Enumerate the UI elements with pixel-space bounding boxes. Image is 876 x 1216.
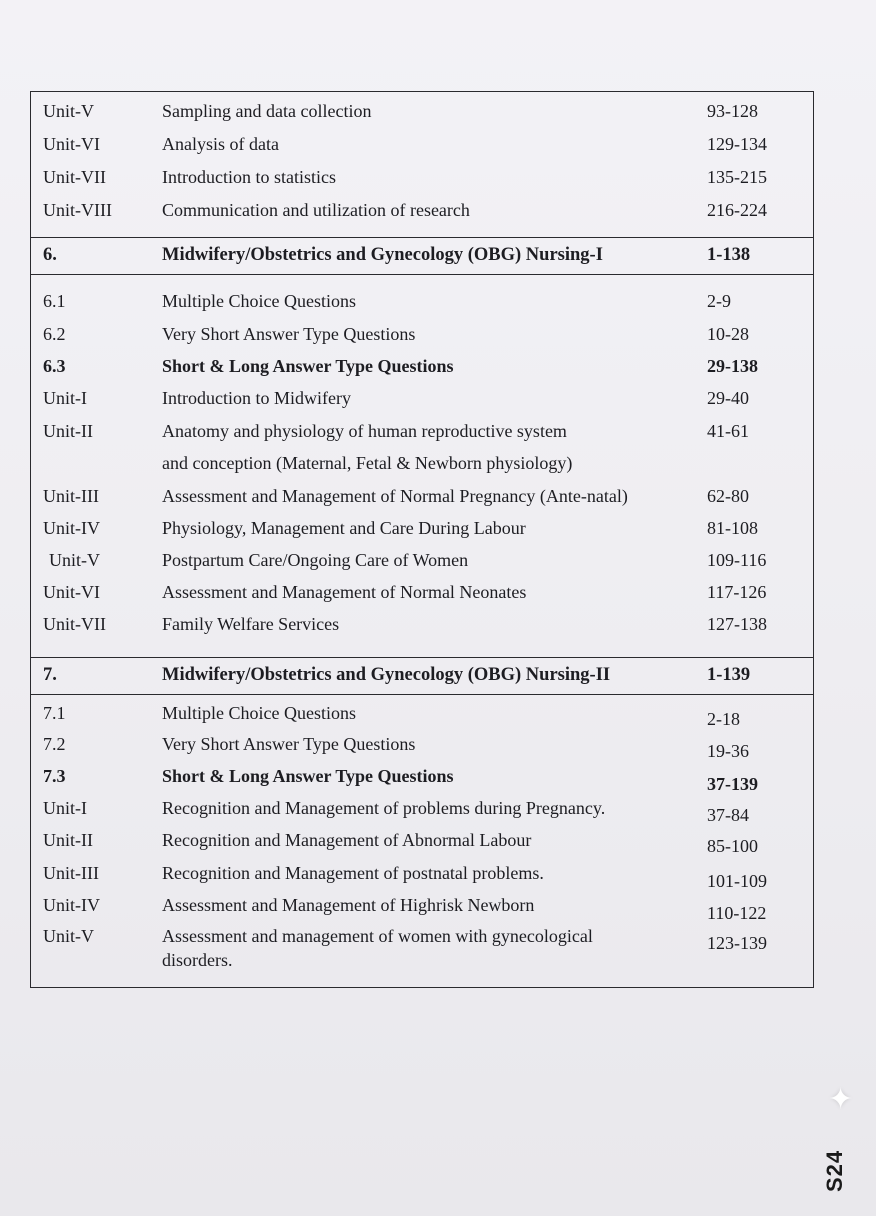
block-research <box>31 92 813 237</box>
toc-unit: Unit-IV <box>43 518 100 538</box>
toc-title: Physiology, Management and Care During Labour <box>162 518 526 538</box>
toc-unit: 6.3 <box>43 356 66 376</box>
toc-unit: Unit-III <box>43 863 99 883</box>
toc-pages: 62-80 <box>707 486 749 506</box>
toc-title: Sampling and data collection <box>162 101 372 121</box>
section-pages: 1-139 <box>707 665 751 685</box>
toc-pages: 110-122 <box>707 903 767 923</box>
toc-title: Short & Long Answer Type Questions <box>162 356 454 376</box>
toc-pages: 127-138 <box>707 614 767 634</box>
toc-title: Introduction to statistics <box>162 167 336 187</box>
toc-unit: Unit-I <box>43 388 87 408</box>
toc-title: Short & Long Answer Type Questions <box>162 766 454 786</box>
toc-unit: Unit-V <box>43 926 94 946</box>
toc-unit: Unit-VIII <box>43 200 112 220</box>
toc-unit: Unit-VII <box>43 614 106 634</box>
toc-pages: 10-28 <box>707 324 749 344</box>
toc-pages: 135-215 <box>707 167 767 187</box>
toc-title: Assessment and management of women with gynecological <box>162 926 593 946</box>
toc-title: Multiple Choice Questions <box>162 291 356 311</box>
section-number: 7. <box>43 665 57 685</box>
toc-title: Very Short Answer Type Questions <box>162 734 416 754</box>
section-header-7 <box>31 657 813 695</box>
toc-unit: Unit-V <box>49 550 100 570</box>
toc-unit: Unit-II <box>43 830 93 850</box>
section-number: 6. <box>43 245 57 265</box>
toc-pages: 29-138 <box>707 356 758 376</box>
toc-title: Anatomy and physiology of human reproductive system <box>162 421 567 441</box>
toc-pages: 2-9 <box>707 291 731 311</box>
toc-pages: 85-100 <box>707 836 758 856</box>
toc-unit: 7.2 <box>43 734 66 754</box>
toc-title: Assessment and Management of Highrisk Newborn <box>162 895 535 915</box>
toc-unit: Unit-VII <box>43 167 106 187</box>
toc-pages: 216-224 <box>707 200 767 220</box>
toc-unit: 6.1 <box>43 291 66 311</box>
toc-pages: 129-134 <box>707 134 767 154</box>
watermark-text: S24 <box>822 1149 847 1192</box>
toc-unit: Unit-V <box>43 101 94 121</box>
toc-title: Family Welfare Services <box>162 614 340 634</box>
toc-title-continuation: disorders. <box>162 950 233 970</box>
toc-pages: 93-128 <box>707 101 758 121</box>
toc-unit: Unit-III <box>43 486 99 506</box>
toc-title: Assessment and Management of Normal Pregnancy (Ante-natal) <box>162 486 628 506</box>
toc-pages: 109-116 <box>707 550 767 570</box>
block-section-6 <box>31 275 813 657</box>
toc-title: Postpartum Care/Ongoing Care of Women <box>162 550 469 570</box>
toc-title: Recognition and Management of Abnormal Labour <box>162 830 532 850</box>
toc-unit: Unit-IV <box>43 895 100 915</box>
toc-pages: 117-126 <box>707 582 767 602</box>
camera-watermark <box>820 1082 866 1202</box>
toc-pages: 81-108 <box>707 518 758 538</box>
section-title: Midwifery/Obstetrics and Gynecology (OBG) Nursing-I <box>162 245 603 265</box>
toc-pages: 123-139 <box>707 933 767 953</box>
toc-title: Multiple Choice Questions <box>162 703 356 723</box>
toc-title: Recognition and Management of postnatal problems. <box>162 863 544 883</box>
section-header-6 <box>31 237 813 275</box>
toc-pages: 2-18 <box>707 709 740 729</box>
toc-title: Introduction to Midwifery <box>162 388 351 408</box>
block-section-7 <box>31 695 813 987</box>
table-of-contents <box>30 91 814 988</box>
toc-unit: 6.2 <box>43 324 66 344</box>
toc-unit: Unit-VI <box>43 582 100 602</box>
toc-title-continuation: and conception (Maternal, Fetal & Newborn physiology) <box>162 453 573 473</box>
toc-pages: 19-36 <box>707 741 749 761</box>
toc-unit: 7.3 <box>43 766 66 786</box>
toc-pages: 37-139 <box>707 774 758 794</box>
toc-pages: 37-84 <box>707 805 749 825</box>
toc-unit: Unit-I <box>43 798 87 818</box>
toc-title: Analysis of data <box>162 134 279 154</box>
section-pages: 1-138 <box>707 245 751 265</box>
toc-pages: 101-109 <box>707 871 767 891</box>
toc-title: Communication and utilization of research <box>162 200 470 220</box>
toc-title: Very Short Answer Type Questions <box>162 324 416 344</box>
toc-title: Assessment and Management of Normal Neonates <box>162 582 527 602</box>
toc-unit: 7.1 <box>43 703 66 723</box>
toc-pages: 41-61 <box>707 421 749 441</box>
section-title: Midwifery/Obstetrics and Gynecology (OBG) Nursing-II <box>162 665 611 685</box>
sparkle-icon: ✦ <box>828 1083 854 1116</box>
toc-title: Recognition and Management of problems during Pregnancy. <box>162 798 606 818</box>
toc-unit: Unit-VI <box>43 134 100 154</box>
toc-pages: 29-40 <box>707 388 749 408</box>
toc-unit: Unit-II <box>43 421 93 441</box>
